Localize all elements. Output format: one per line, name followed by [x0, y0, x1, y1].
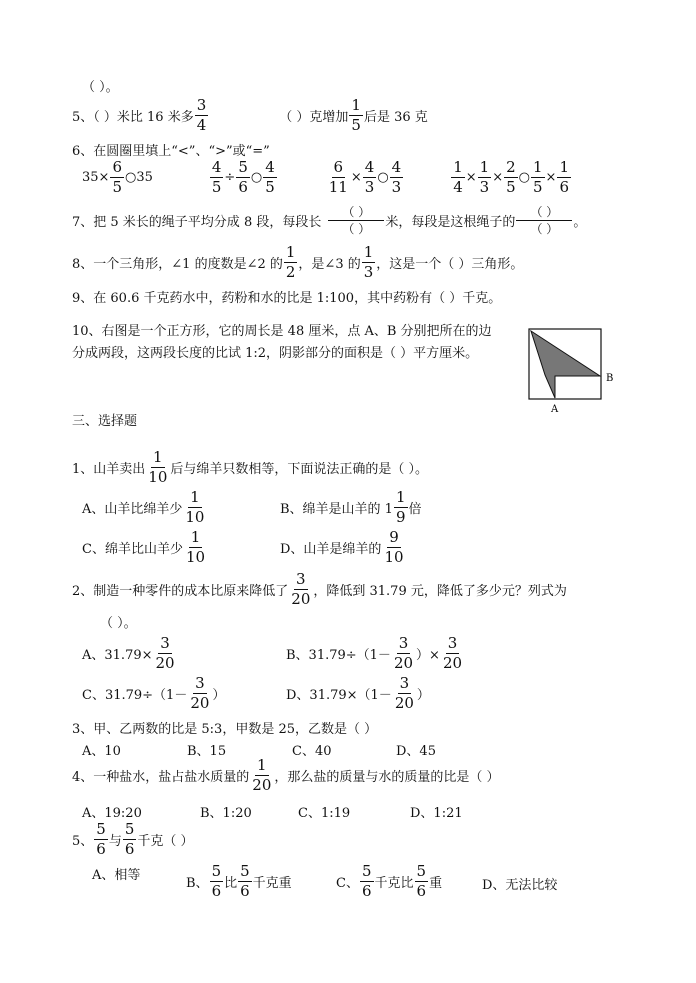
option-a[interactable]: A、山羊比绵羊少 $\frac{1}{10}$: [82, 488, 205, 526]
fraction: $\frac{5}{6}$: [124, 820, 135, 858]
fraction: $\frac{1}{6}$: [559, 158, 569, 196]
option-d[interactable]: D、45: [396, 744, 436, 759]
blank-fraction[interactable]: $\frac{( )}{( )}$: [516, 206, 572, 235]
option-a[interactable]: A、19:20: [82, 806, 142, 821]
fraction: $\frac{1}{20}$: [252, 756, 272, 794]
fraction: $\frac{4}{3}$: [364, 158, 375, 196]
fraction: $\frac{5}{6}$: [96, 820, 106, 858]
option-b[interactable]: B、绵羊是山羊的 1 $\frac{1}{9}$ 倍: [280, 488, 422, 526]
fraction: $\frac{3}{20}$: [291, 570, 311, 608]
option-c[interactable]: C、31.79÷（1－ $\frac{3}{20}$ ）: [82, 674, 226, 712]
fraction: $\frac{1}{4}$: [453, 158, 463, 196]
fraction: $\frac{6}{11}$: [328, 158, 348, 196]
fraction: $\frac{3}{20}$: [393, 634, 414, 672]
fraction: $\frac{3}{4}$: [196, 96, 207, 134]
option-b[interactable]: B、31.79÷（1－ $\frac{3}{20}$ ）× $\frac{3}{20}$: [286, 634, 463, 672]
fraction: $\frac{4}{5}$: [211, 158, 222, 196]
fraction: $\frac{6}{5}$: [112, 158, 122, 196]
option-b[interactable]: B、1:20: [200, 806, 252, 821]
section-title: 三、选择题: [72, 414, 138, 429]
fraction: $\frac{1}{5}$: [351, 96, 361, 134]
choice-question-2-blank: （ ）。: [100, 616, 137, 631]
fraction: $\frac{1}{10}$: [185, 488, 205, 526]
fraction: $\frac{5}{6}$: [211, 862, 222, 900]
fraction: $\frac{9}{10}$: [384, 528, 404, 566]
option-d[interactable]: D、31.79×（1－ $\frac{3}{20}$ ）: [286, 674, 430, 712]
label-a: A: [551, 404, 559, 415]
label-b: B: [606, 373, 614, 384]
option-a[interactable]: A、31.79× $\frac{3}{20}$: [82, 634, 175, 672]
q4-tail: （ ）。: [82, 80, 119, 95]
option-a[interactable]: A、10: [82, 744, 121, 759]
fraction: $\frac{5}{6}$: [361, 862, 372, 900]
option-c[interactable]: C、 $\frac{5}{6}$ 千克比 $\frac{5}{6}$ 重: [336, 862, 443, 900]
option-d[interactable]: D、1:21: [410, 806, 463, 821]
choice-question-3: 3、甲、乙两数的比是 5:3，甲数是 25，乙数是（ ）: [72, 722, 378, 737]
option-d[interactable]: D、山羊是绵羊的 $\frac{9}{10}$: [280, 528, 404, 566]
fraction: $\frac{1}{3}$: [479, 158, 490, 196]
choice-question-4: 4、一种盐水，盐占盐水质量的 $\frac{1}{20}$ ，那么盐的质量与水的质量的比是（ ）: [72, 756, 500, 794]
fraction: $\frac{2}{5}$: [506, 158, 516, 196]
fraction: $\frac{3}{20}$: [442, 634, 463, 672]
choice-question-5: 5、 $\frac{5}{6}$ 与 $\frac{5}{6}$ 千克（ ）: [72, 820, 194, 858]
fraction: $\frac{4}{5}$: [265, 158, 275, 196]
fraction: $\frac{3}{20}$: [394, 674, 414, 712]
question-6-expressions: 35× $\frac{6}{5}$ ○35 $\frac{4}{5}$ ÷ $\frac{5}{6}$ ○ $\frac{4}{5}$ $\frac{6}{11}$ × $\frac{4}{3}$ ○ $\frac{4}{3}$ $\frac{1}{4}$ × $\frac{1}{3}$ × $\frac{2}{5}$ ○ $\frac{1}{5}$ × $\frac{1}{6}$: [82, 158, 569, 196]
option-b[interactable]: B、 $\frac{5}{6}$ 比 $\frac{5}{6}$ 千克重: [186, 862, 292, 900]
choice-question-1: 1、山羊卖出 $\frac{1}{10}$ 后与绵羊只数相等，下面说法正确的是（ ）。: [72, 448, 429, 486]
fraction: $\frac{1}{9}$: [395, 488, 406, 526]
fraction: $\frac{3}{20}$: [190, 674, 210, 712]
question-7: 7、把 5 米长的绳子平均分成 8 段，每段长 $\frac{( )}{( )}$ 米，每段是这根绳子的 $\frac{( )}{( )}$ 。: [72, 205, 587, 236]
square-figure: [528, 328, 618, 418]
fraction: $\frac{5}{6}$: [238, 158, 248, 196]
option-c[interactable]: C、40: [292, 744, 332, 759]
choice-question-2: 2、制造一种零件的成本比原来降低了 $\frac{3}{20}$ ，降低到 31.79 元，降低了多少元？列式为: [72, 570, 567, 608]
fraction: $\frac{1}{3}$: [363, 243, 374, 281]
fraction: $\frac{1}{10}$: [148, 448, 168, 486]
fraction: $\frac{1}{5}$: [533, 158, 543, 196]
option-d[interactable]: D、无法比较: [482, 878, 558, 893]
fraction: $\frac{1}{2}$: [285, 243, 296, 281]
option-c[interactable]: C、绵羊比山羊少 $\frac{1}{10}$: [82, 528, 206, 566]
fraction: $\frac{5}{6}$: [240, 862, 250, 900]
question-9: 9、在 60.6 千克药水中，药粉和水的比是 1:100，其中药粉有（ ）千克。: [72, 291, 502, 306]
fraction: $\frac{4}{3}$: [391, 158, 402, 196]
option-a[interactable]: A、相等: [92, 868, 141, 883]
question-5: 5、（ ）米比 16 米多 $\frac{3}{4}$ （ ）克增加 $\frac{1}{5}$ 后是 36 克: [72, 96, 428, 134]
fraction: $\frac{1}{10}$: [185, 528, 206, 566]
option-b[interactable]: B、15: [187, 744, 227, 759]
blank-fraction[interactable]: $\frac{( )}{( )}$: [328, 206, 384, 235]
question-8: 8、一个三角形，∠1 的度数是∠2 的 $\frac{1}{2}$ ，是∠3 的 $\frac{1}{3}$ ，这是一个（ ）三角形。: [72, 243, 524, 281]
option-c[interactable]: C、1:19: [298, 806, 351, 821]
question-10: 10、右图是一个正方形，它的周长是 48 厘米，点 A、B 分别把所在的边分成两段，这两段长度的比试 1:2，阴影部分的面积是（ ）平方厘米。: [72, 324, 492, 361]
fraction: $\frac{3}{20}$: [155, 634, 175, 672]
fraction: $\frac{5}{6}$: [416, 862, 427, 900]
question-6-title: 6、在圆圈里填上“<”、“>”或“=”: [72, 144, 270, 159]
